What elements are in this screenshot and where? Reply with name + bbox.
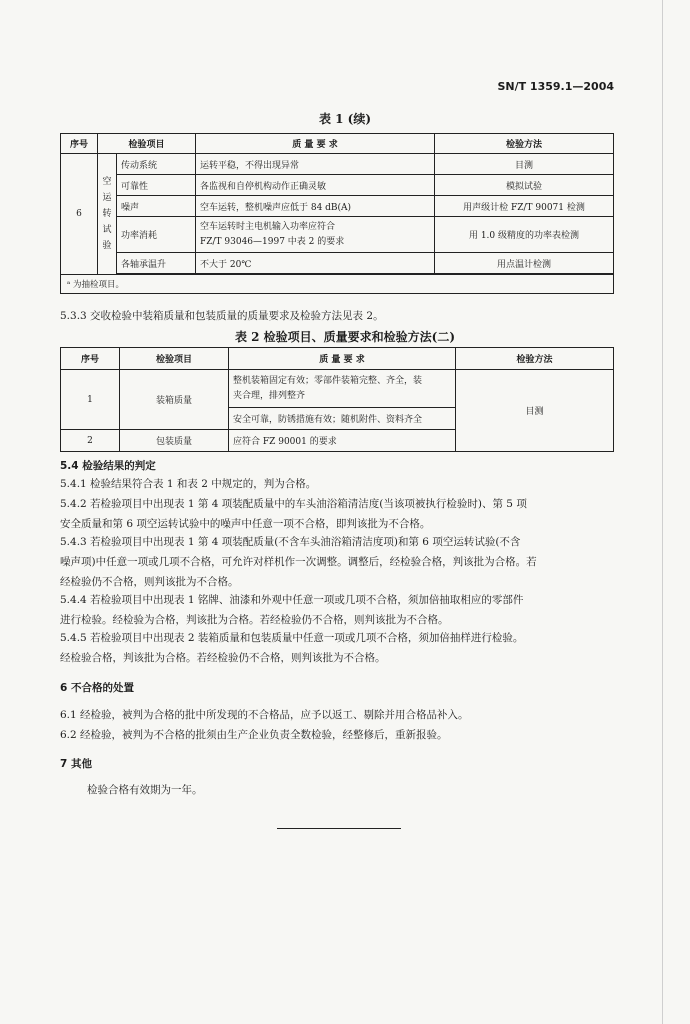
standard-number: SN/T 1359.1—2004 (497, 80, 614, 93)
group-char: 空 (102, 177, 112, 187)
para-line: 噪声项)中任意一项或几项不合格，可允许对样机作一次调整。调整后，经检验合格，判该批为合格。若 (60, 556, 537, 568)
table-note-row (61, 275, 614, 294)
table-header-row (61, 348, 614, 370)
group-char: 试 (102, 225, 112, 235)
header-requirement: 质 量 要 求 (229, 348, 456, 370)
req-line: 夹合理，排列整齐 (233, 390, 306, 401)
header-seq: 序号 (61, 134, 98, 154)
cell-item: 传动系统 (117, 154, 196, 175)
para-5-4-3 (60, 535, 630, 589)
para-5-4-4 (60, 593, 630, 627)
section-7-heading: 7 其他 (60, 758, 92, 770)
para-5-3-3: 5.3.3 交收检验中装箱质量和包装质量的质量要求及检验方法见表 2。 (60, 310, 384, 322)
group-char: 运 (102, 193, 112, 203)
para-line: 5.4.4 若检验项目中出现表 1 铭牌、油漆和外观中任意一项或几项不合格，须加倍抽取相应的零部件 (60, 594, 524, 606)
cell-requirement: 应符合 FZ 90001 的要求 (229, 430, 456, 452)
table-1 (60, 133, 614, 294)
cell-requirement (196, 217, 435, 253)
section-5-4-heading: 5.4 检验结果的判定 (60, 460, 156, 472)
header-item: 检验项目 (120, 348, 229, 370)
para-line: 进行检验。经检验为合格，判该批为合格。若经检验仍不合格，则判该批为不合格。 (60, 614, 449, 626)
cell-requirement: 不大于 20℃ (196, 253, 435, 274)
cell-method: 用声级计检 FZ/T 90071 检测 (435, 196, 614, 217)
group-char: 转 (102, 209, 112, 219)
para-5-4-2 (60, 497, 630, 531)
table-header-row (61, 134, 614, 154)
end-rule (277, 828, 401, 829)
para-line: 5.4.2 若检验项目中出现表 1 第 4 项装配质量中的车头油浴箱清洁度(当该项被执行检验时)、第 5 项 (60, 498, 527, 510)
cell-item: 功率消耗 (117, 217, 196, 253)
cell-method: 目测 (435, 154, 614, 175)
para-7: 检验合格有效期为一年。 (87, 784, 203, 796)
para-5-4-5 (60, 631, 630, 665)
group-char: 验 (102, 241, 112, 251)
section-6-heading: 6 不合格的处置 (60, 682, 134, 694)
para-6-2: 6.2 经检验，被判为不合格的批须由生产企业负责全数检验，经整修后，重新报验。 (60, 729, 448, 741)
req-line: FZ/T 93046—1997 中表 2 的要求 (200, 236, 345, 247)
table-row (61, 370, 614, 408)
header-seq: 序号 (61, 348, 120, 370)
cell-requirement: 空车运转，整机噪声应低于 84 dB(A) (196, 196, 435, 217)
table1-title: 表 1 (续) (318, 112, 372, 126)
header-requirement: 质 量 要 求 (196, 134, 435, 154)
cell-item: 噪声 (117, 196, 196, 217)
para-6-1: 6.1 经检验，被判为合格的批中所发现的不合格品，应予以返工、剔除并用合格品补入。 (60, 709, 469, 721)
cell-method: 用点温计检测 (435, 253, 614, 274)
cell-requirement: 运转平稳，不得出现异常 (196, 154, 435, 175)
cell-item: 各轴承温升 (117, 253, 196, 274)
cell-item: 包装质量 (120, 430, 229, 452)
header-method: 检验方法 (435, 134, 614, 154)
cell-method: 模拟试验 (435, 175, 614, 196)
table-row (61, 217, 614, 253)
cell-method: 目测 (456, 370, 614, 452)
table-note: ᵃ 为抽检项目。 (61, 275, 614, 294)
header-method: 检验方法 (456, 348, 614, 370)
para-line: 安全质量和第 6 项空运转试验中的噪声中任意一项不合格，即判该批为不合格。 (60, 518, 431, 530)
cell-item: 可靠性 (117, 175, 196, 196)
para-line: 5.4.5 若检验项目中出现表 2 装箱质量和包装质量中任意一项或几项不合格，须加倍抽样进行检验。 (60, 632, 524, 644)
para-line: 5.4.3 若检验项目中出现表 1 第 4 项装配质量(不含车头油浴箱清洁度项)和第 6 项空运转试验(不含 (60, 536, 521, 548)
req-line: 整机装箱固定有效；零部件装箱完整、齐全，装 (233, 375, 423, 386)
cell-method: 用 1.0 级精度的功率表检测 (435, 217, 614, 253)
req-line: 空车运转时主电机输入功率应符合 (200, 221, 336, 232)
table2-title: 表 2 检验项目、质量要求和检验方法(二) (234, 330, 456, 344)
header-item: 检验项目 (98, 134, 196, 154)
para-line: 经检验合格，判该批为合格。若经检验仍不合格，则判该批为不合格。 (60, 652, 386, 664)
table-row (61, 175, 614, 196)
page-edge-line (662, 0, 663, 1024)
table-2 (60, 347, 614, 452)
cell-seq: 2 (61, 430, 120, 452)
cell-requirement: 各监视和自停机构动作正确灵敏 (196, 175, 435, 196)
row-seq: 6 (61, 154, 98, 275)
cell-requirement: 安全可靠，防锈措施有效；随机附件、资料齐全 (229, 408, 456, 430)
para-line: 经检验仍不合格，则判该批为不合格。 (60, 576, 239, 588)
cell-seq: 1 (61, 370, 120, 430)
table-row (61, 196, 614, 217)
para-5-4-1: 5.4.1 检验结果符合表 1 和表 2 中规定的，判为合格。 (60, 478, 317, 490)
table-row (61, 253, 614, 274)
table-row (61, 154, 614, 175)
group-label (98, 154, 117, 275)
cell-item: 装箱质量 (120, 370, 229, 430)
cell-requirement (229, 370, 456, 408)
